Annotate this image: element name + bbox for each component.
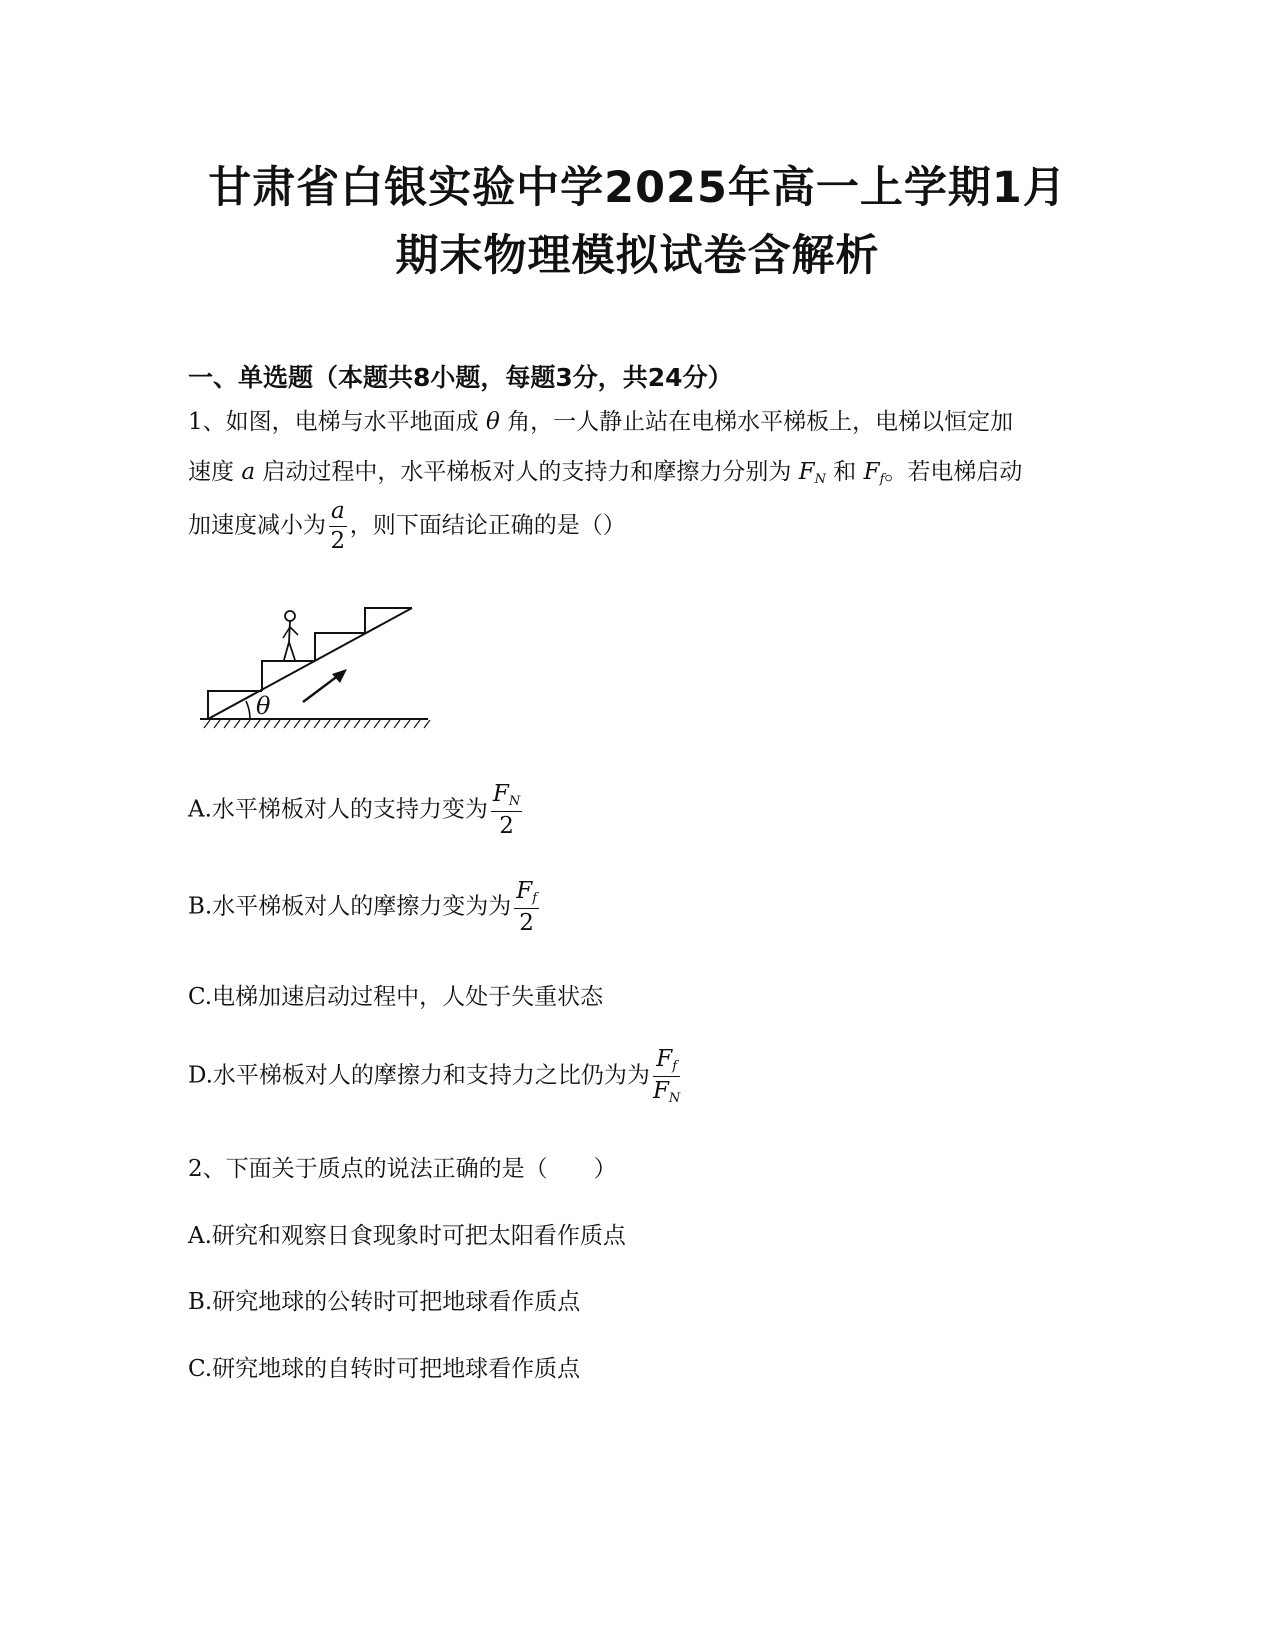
ground-hatch-mark	[234, 720, 240, 728]
person-head	[285, 611, 295, 621]
fraction-Ff-over-FN: $\frac{F_f}{F_N}$	[652, 1046, 681, 1106]
escalator-figure	[200, 602, 440, 732]
ground-hatch-mark	[314, 720, 320, 728]
q1-stem-line-2: 速度 a 启动过程中，水平梯板对人的支持力和摩擦力分别为 $F_N$ 和 $F_f$。若电梯启动	[188, 459, 1023, 487]
person-arm	[290, 627, 298, 635]
person-leg	[289, 642, 295, 660]
section-heading: 一、单选题（本题共8小题，每题3分，共24分）	[188, 363, 733, 392]
direction-arrow-head	[332, 669, 347, 683]
incline-line	[208, 608, 412, 719]
ground-hatch-mark	[204, 720, 210, 728]
q1-stem-line-3: 加速度减小为 $\frac{a}{2}$ ，则下面结论正确的是（）	[188, 498, 626, 554]
ground-hatch-mark	[344, 720, 350, 728]
ground-hatch-mark	[334, 720, 340, 728]
ground-hatch-mark	[394, 720, 400, 728]
q2-option-c: C.研究地球的自转时可把地球看作质点	[188, 1356, 581, 1382]
ground-hatch-mark	[264, 720, 270, 728]
angle-theta-label: θ	[256, 692, 271, 720]
ground-hatch-mark	[224, 720, 230, 728]
ground-hatch-mark	[404, 720, 410, 728]
ground-hatch-mark	[374, 720, 380, 728]
q2-option-b: B.研究地球的公转时可把地球看作质点	[188, 1289, 581, 1315]
ground-hatch-mark	[364, 720, 370, 728]
q1-option-a: A.水平梯板对人的支持力变为 $\frac{F_N}{2}$	[188, 781, 521, 839]
q1-option-b: B.水平梯板对人的摩擦力变为为 $\frac{F_f}{2}$	[188, 878, 537, 936]
ground-hatch-mark	[304, 720, 310, 728]
ground-hatch-mark	[354, 720, 360, 728]
q1-stem-line-1: 1、如图，电梯与水平地面成 θ 角，一人静止站在电梯水平梯板上，电梯以恒定加	[188, 409, 1014, 435]
ground-hatch-mark	[214, 720, 220, 728]
doc-title-line-1: 甘肃省白银实验中学2025年高一上学期1月	[208, 163, 1067, 213]
q2-option-a: A.研究和观察日食现象时可把太阳看作质点	[188, 1223, 626, 1249]
fraction-Ff-over-2: $\frac{F_f}{2}$	[516, 878, 537, 936]
ground-hatch-mark	[254, 720, 260, 728]
doc-title-line-2: 期末物理模拟试卷含解析	[395, 231, 880, 281]
ground-hatch-mark	[384, 720, 390, 728]
angle-arc	[246, 701, 250, 719]
ground-hatch-mark	[244, 720, 250, 728]
ground-hatch-mark	[284, 720, 290, 728]
q1-option-c: C.电梯加速启动过程中，人处于失重状态	[188, 984, 604, 1010]
q2-stem: 2、下面关于质点的说法正确的是（ ）	[188, 1156, 617, 1182]
ground-hatch-mark	[324, 720, 330, 728]
ground-hatch-mark	[294, 720, 300, 728]
ground-hatch-mark	[274, 720, 280, 728]
fraction-FN-over-2: $\frac{F_N}{2}$	[492, 781, 521, 839]
fraction-a-over-2: $\frac{a}{2}$	[330, 498, 346, 554]
ground-hatch-mark	[424, 720, 430, 728]
person-body	[289, 621, 290, 642]
person-leg	[284, 642, 289, 660]
ground-hatch-mark	[414, 720, 420, 728]
q1-option-d: D.水平梯板对人的摩擦力和支持力之比仍为为 $\frac{F_f}{F_N}$	[188, 1046, 681, 1106]
